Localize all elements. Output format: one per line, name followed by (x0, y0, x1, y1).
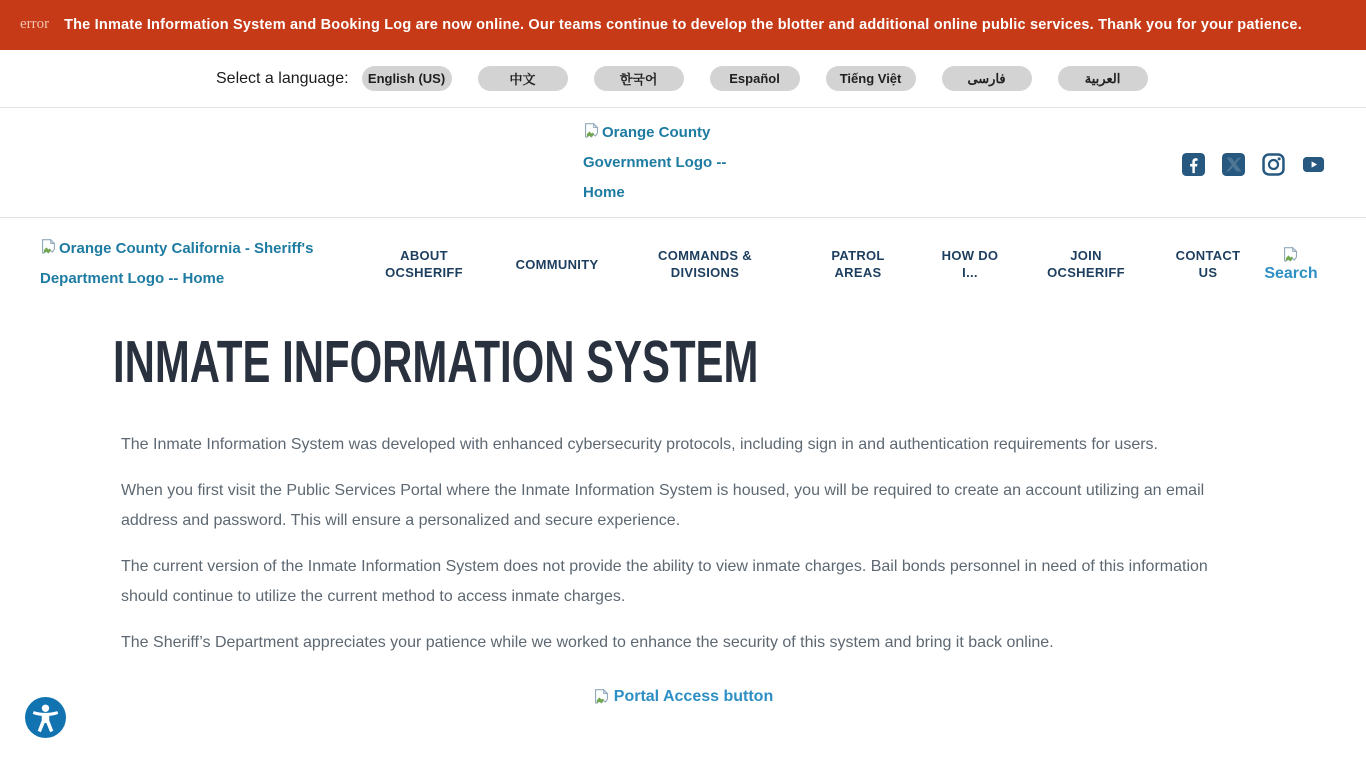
nav-item-join-ocsheriff[interactable]: JOIN OCSHERIFF (1047, 248, 1125, 280)
broken-image-icon (583, 120, 600, 137)
language-pill-farsi[interactable]: فارسی (942, 66, 1032, 91)
x-twitter-link[interactable] (1222, 153, 1245, 176)
county-government-home-link[interactable] (583, 118, 748, 208)
nav-item-commands-divisions[interactable]: COMMANDS & DIVISIONS (658, 248, 752, 280)
alert-message: The Inmate Information System and Booking Log are now online. Our teams continue to develop the blotter and additional online public services. Thank you for your patience. (64, 17, 1302, 33)
error-icon: error (20, 16, 50, 32)
language-pill-korean[interactable]: 한국어 (594, 66, 684, 91)
county-government-logo-alt-text: Orange County Government Logo -- Home (583, 124, 727, 201)
youtube-icon (1302, 153, 1325, 176)
language-pill-arabic[interactable]: العربية (1058, 66, 1148, 91)
broken-image-icon (593, 688, 610, 705)
facebook-icon (1182, 153, 1205, 176)
nav-item-how-do-i[interactable]: HOW DO I... (941, 248, 999, 280)
facebook-link[interactable] (1182, 153, 1205, 176)
youtube-link[interactable] (1302, 153, 1325, 176)
instagram-icon (1262, 153, 1285, 176)
accessibility-widget-button[interactable] (25, 697, 66, 738)
portal-access-link[interactable] (0, 688, 1366, 706)
nav-item-contact-us[interactable]: CONTACT US (1175, 248, 1241, 280)
portal-access-alt-text: Portal Access button (613, 687, 774, 705)
language-bar (0, 50, 1366, 108)
language-select-label: Select a language: (216, 69, 349, 87)
language-pill-vietnamese[interactable]: Tiếng Việt (826, 66, 916, 91)
language-pill-spanish[interactable]: Español (710, 66, 800, 91)
main-content (0, 329, 1366, 706)
sheriff-logo-alt-text: Orange County California - Sheriff's Department Logo -- Home (40, 240, 314, 287)
body-paragraph: The Sheriff’s Department appreciates your patience while we worked to enhance the security of this system and bring it back online. (121, 633, 1054, 651)
body-paragraph: The current version of the Inmate Information System does not provide the ability to view inmate charges. Bail bonds personnel in need of this information should continue to utilize the current method to access inmate charges. (121, 557, 1208, 605)
nav-item-patrol-areas[interactable]: PATROL AREAS (831, 248, 885, 280)
search-link[interactable] (1260, 218, 1322, 310)
instagram-link[interactable] (1262, 153, 1285, 176)
nav-item-community[interactable]: COMMUNITY (515, 256, 599, 272)
x-twitter-icon (1222, 153, 1245, 176)
body-paragraph: When you first visit the Public Services Portal where the Inmate Information System is housed, you will be required to create an account utilizing an email address and password. This will ensure a personalized and secure experience. (121, 481, 1205, 529)
alert-banner (0, 0, 1366, 50)
search-label: Search (1264, 264, 1318, 282)
language-pill-chinese[interactable]: 中文 (478, 66, 568, 91)
broken-image-icon (40, 236, 57, 253)
broken-image-icon (1282, 246, 1299, 263)
sheriff-department-home-link[interactable] (40, 234, 370, 294)
site-header (0, 108, 1366, 218)
accessibility-icon (25, 697, 66, 738)
page-title: INMATE INFORMATION SYSTEM (113, 329, 759, 395)
nav-item-about-ocsheriff[interactable]: ABOUT OCSHERIFF (385, 248, 463, 280)
language-pill-english-us[interactable]: English (US) (362, 66, 452, 91)
social-icons (1182, 153, 1325, 176)
main-navigation (0, 218, 1366, 310)
body-paragraph: The Inmate Information System was developed with enhanced cybersecurity protocols, including sign in and authentication requirements for users. (121, 435, 1158, 453)
